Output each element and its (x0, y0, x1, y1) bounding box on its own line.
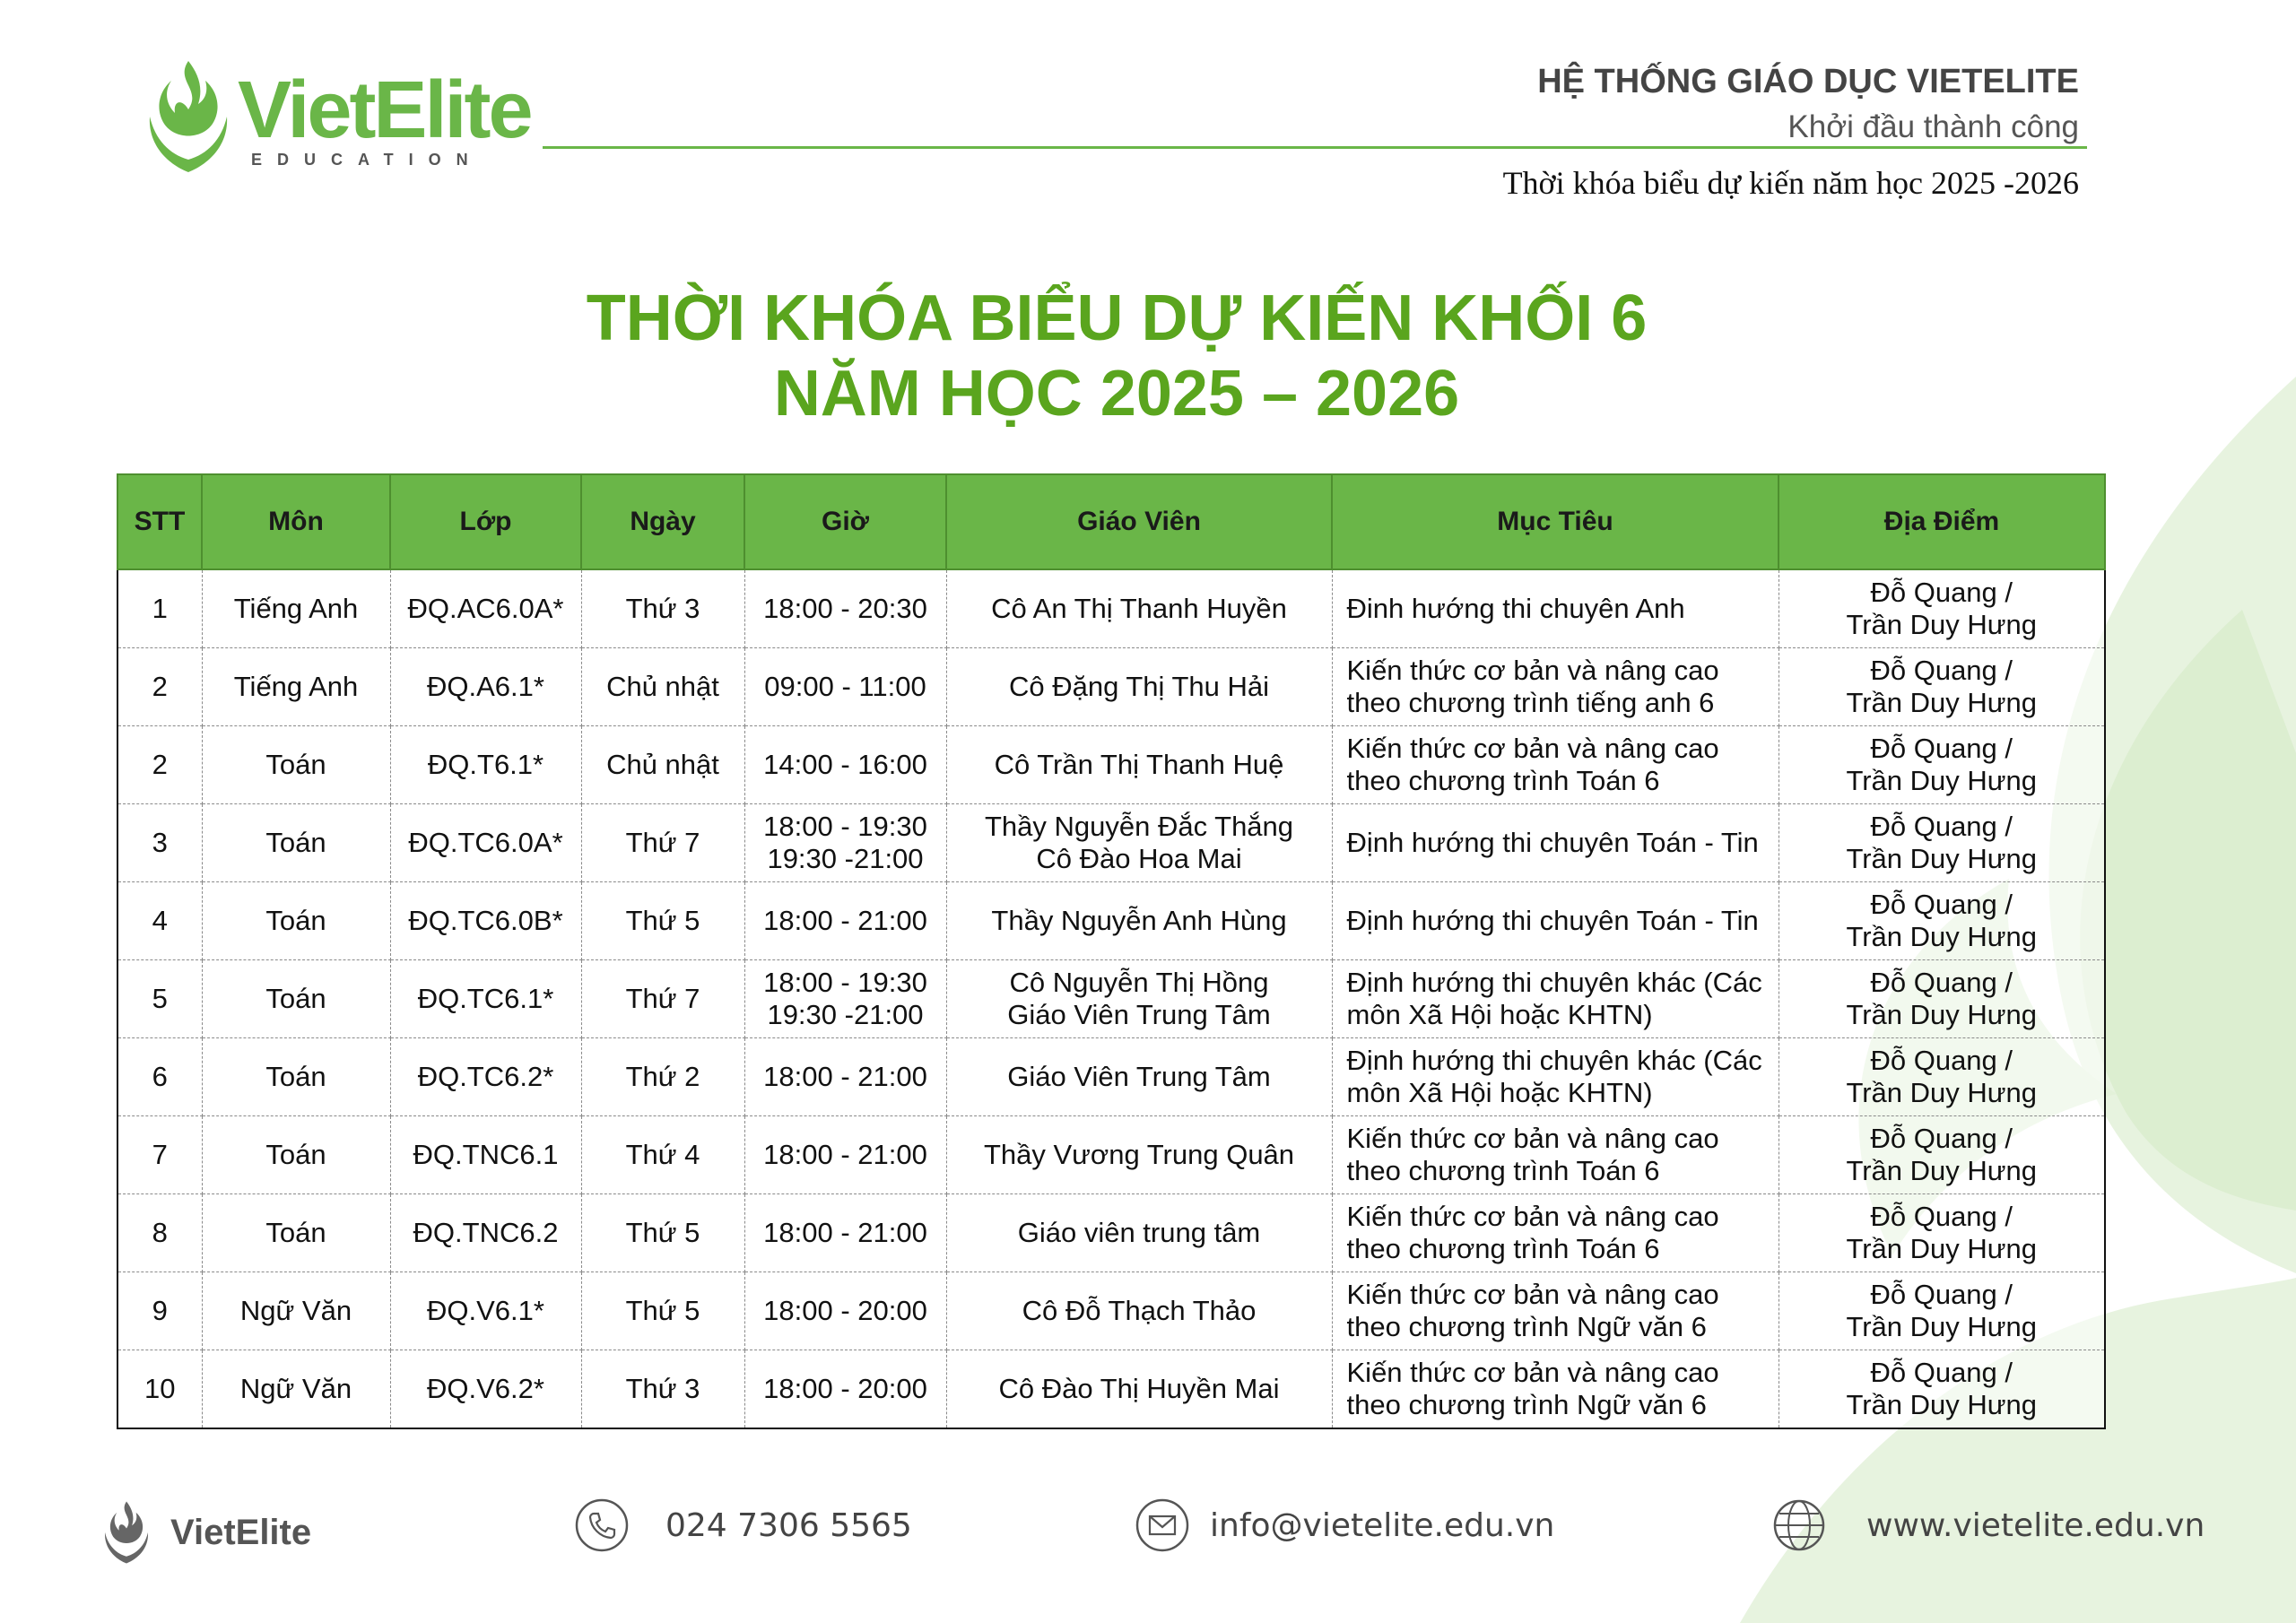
table-row (117, 648, 2105, 726)
cell-location: Đỗ Quang / Trần Duy Hưng (1779, 804, 2105, 882)
cell-teacher: Thầy Nguyễn Đắc Thắng Cô Đào Hoa Mai (946, 804, 1332, 882)
cell-time: 18:00 - 19:30 19:30 -21:00 (744, 804, 946, 882)
cell-subject: Tiếng Anh (202, 569, 390, 648)
cell-subject: Ngữ Văn (202, 1272, 390, 1350)
header-divider (543, 146, 2087, 149)
cell-goal: Kiến thức cơ bản và nâng cao theo chương trình Toán 6 (1332, 1194, 1779, 1272)
cell-time: 18:00 - 21:00 (744, 1116, 946, 1194)
header-slogan: Khởi đầu thành công (1787, 109, 2079, 144)
cell-time: 18:00 - 19:30 19:30 -21:00 (744, 960, 946, 1038)
cell-location: Đỗ Quang / Trần Duy Hưng (1779, 726, 2105, 804)
cell-location: Đỗ Quang / Trần Duy Hưng (1779, 882, 2105, 960)
cell-subject: Toán (202, 726, 390, 804)
footer-website-text[interactable]: www.vietelite.edu.vn (1866, 1506, 2205, 1544)
column-header: Môn (202, 474, 390, 569)
cell-class: ĐQ.TC6.1* (390, 960, 581, 1038)
cell-day: Thứ 5 (581, 1194, 744, 1272)
footer-phone-text[interactable]: 024 7306 5565 (665, 1506, 912, 1544)
table-row (117, 569, 2105, 648)
cell-goal: Định hướng thi chuyên Toán - Tin (1332, 804, 1779, 882)
footer-email-text[interactable]: info@vietelite.edu.vn (1210, 1506, 1555, 1544)
cell-time: 18:00 - 20:00 (744, 1272, 946, 1350)
table-row (117, 726, 2105, 804)
cell-location: Đỗ Quang / Trần Duy Hưng (1779, 1272, 2105, 1350)
logo-subtitle: EDUCATION (251, 151, 483, 169)
cell-stt: 9 (117, 1272, 202, 1350)
table-row (117, 1038, 2105, 1116)
cell-class: ĐQ.TC6.2* (390, 1038, 581, 1116)
cell-day: Chủ nhật (581, 648, 744, 726)
cell-stt: 8 (117, 1194, 202, 1272)
cell-class: ĐQ.TNC6.1 (390, 1116, 581, 1194)
cell-location: Đỗ Quang / Trần Duy Hưng (1779, 1038, 2105, 1116)
mail-icon (1135, 1497, 1190, 1553)
cell-stt: 2 (117, 726, 202, 804)
cell-goal: Kiến thức cơ bản và nâng cao theo chương trình Ngữ văn 6 (1332, 1350, 1779, 1429)
cell-stt: 2 (117, 648, 202, 726)
table-header-row (117, 474, 2105, 569)
footer-phone[interactable] (574, 1497, 912, 1553)
table-row (117, 960, 2105, 1038)
cell-time: 18:00 - 21:00 (744, 1194, 946, 1272)
cell-class: ĐQ.A6.1* (390, 648, 581, 726)
cell-teacher: Cô Đỗ Thạch Thảo (946, 1272, 1332, 1350)
table-row (117, 1194, 2105, 1272)
footer-website[interactable] (1771, 1497, 2205, 1553)
cell-class: ĐQ.TNC6.2 (390, 1194, 581, 1272)
column-header: Địa Điểm (1779, 474, 2105, 569)
cell-class: ĐQ.TC6.0A* (390, 804, 581, 882)
cell-stt: 5 (117, 960, 202, 1038)
footer-brand (99, 1497, 311, 1567)
cell-class: ĐQ.AC6.0A* (390, 569, 581, 648)
column-header: Giờ (744, 474, 946, 569)
cell-class: ĐQ.V6.1* (390, 1272, 581, 1350)
cell-goal: Định hướng thi chuyên khác (Các môn Xã Hội hoặc KHTN) (1332, 1038, 1779, 1116)
cell-location: Đỗ Quang / Trần Duy Hưng (1779, 569, 2105, 648)
cell-stt: 1 (117, 569, 202, 648)
cell-class: ĐQ.V6.2* (390, 1350, 581, 1429)
column-header: Ngày (581, 474, 744, 569)
vietelite-flame-icon (139, 54, 238, 179)
cell-location: Đỗ Quang / Trần Duy Hưng (1779, 960, 2105, 1038)
cell-subject: Toán (202, 960, 390, 1038)
cell-subject: Toán (202, 1038, 390, 1116)
page-title-line-2: NĂM HỌC 2025 – 2026 (773, 358, 1460, 430)
page-title-line-1: THỜI KHÓA BIỂU DỰ KIẾN KHỐI 6 (586, 282, 1648, 354)
cell-class: ĐQ.TC6.0B* (390, 882, 581, 960)
cell-day: Thứ 7 (581, 804, 744, 882)
cell-goal: Kiến thức cơ bản và nâng cao theo chương trình Toán 6 (1332, 1116, 1779, 1194)
footer-brand-name: VietElite (170, 1512, 312, 1552)
cell-stt: 4 (117, 882, 202, 960)
cell-location: Đỗ Quang / Trần Duy Hưng (1779, 1116, 2105, 1194)
cell-subject: Toán (202, 882, 390, 960)
cell-location: Đỗ Quang / Trần Duy Hưng (1779, 648, 2105, 726)
table-row (117, 1272, 2105, 1350)
cell-location: Đỗ Quang / Trần Duy Hưng (1779, 1194, 2105, 1272)
column-header: Mục Tiêu (1332, 474, 1779, 569)
cell-subject: Toán (202, 804, 390, 882)
cell-time: 14:00 - 16:00 (744, 726, 946, 804)
cell-goal: Kiến thức cơ bản và nâng cao theo chương trình tiếng anh 6 (1332, 648, 1779, 726)
table-row (117, 882, 2105, 960)
cell-teacher: Thầy Nguyễn Anh Hùng (946, 882, 1332, 960)
table-row (117, 1350, 2105, 1429)
cell-class: ĐQ.T6.1* (390, 726, 581, 804)
table-row (117, 1116, 2105, 1194)
column-header: Lớp (390, 474, 581, 569)
cell-goal: Kiến thức cơ bản và nâng cao theo chương trình Toán 6 (1332, 726, 1779, 804)
cell-subject: Toán (202, 1194, 390, 1272)
cell-subject: Tiếng Anh (202, 648, 390, 726)
cell-day: Thứ 3 (581, 1350, 744, 1429)
footer-email[interactable] (1135, 1497, 1554, 1553)
cell-stt: 3 (117, 804, 202, 882)
header-document-label: Thời khóa biểu dự kiến năm học 2025 -2026 (1502, 165, 2079, 201)
cell-subject: Toán (202, 1116, 390, 1194)
cell-day: Chủ nhật (581, 726, 744, 804)
cell-teacher: Cô Đào Thị Huyền Mai (946, 1350, 1332, 1429)
cell-time: 09:00 - 11:00 (744, 648, 946, 726)
cell-time: 18:00 - 20:00 (744, 1350, 946, 1429)
cell-location: Đỗ Quang / Trần Duy Hưng (1779, 1350, 2105, 1429)
globe-icon (1771, 1497, 1827, 1553)
cell-goal: Kiến thức cơ bản và nâng cao theo chương trình Ngữ văn 6 (1332, 1272, 1779, 1350)
cell-goal: Định hướng thi chuyên Toán - Tin (1332, 882, 1779, 960)
cell-teacher: Cô Trần Thị Thanh Huệ (946, 726, 1332, 804)
cell-day: Thứ 3 (581, 569, 744, 648)
cell-teacher: Thầy Vương Trung Quân (946, 1116, 1332, 1194)
cell-day: Thứ 5 (581, 1272, 744, 1350)
column-header: Giáo Viên (946, 474, 1332, 569)
phone-icon (574, 1497, 630, 1553)
cell-time: 18:00 - 21:00 (744, 882, 946, 960)
cell-day: Thứ 4 (581, 1116, 744, 1194)
vietelite-flame-icon (99, 1497, 154, 1567)
cell-stt: 6 (117, 1038, 202, 1116)
cell-time: 18:00 - 20:30 (744, 569, 946, 648)
cell-goal: Đinh hướng thi chuyên Anh (1332, 569, 1779, 648)
cell-teacher: Cô Đặng Thị Thu Hải (946, 648, 1332, 726)
cell-teacher: Cô Nguyễn Thị Hồng Giáo Viên Trung Tâm (946, 960, 1332, 1038)
cell-teacher: Giáo viên trung tâm (946, 1194, 1332, 1272)
cell-day: Thứ 7 (581, 960, 744, 1038)
logo-wordmark: VietElite (238, 65, 531, 155)
cell-time: 18:00 - 21:00 (744, 1038, 946, 1116)
cell-day: Thứ 2 (581, 1038, 744, 1116)
cell-day: Thứ 5 (581, 882, 744, 960)
cell-teacher: Giáo Viên Trung Tâm (946, 1038, 1332, 1116)
vietelite-logo (139, 54, 534, 179)
cell-subject: Ngữ Văn (202, 1350, 390, 1429)
column-header: STT (117, 474, 202, 569)
cell-teacher: Cô An Thị Thanh Huyền (946, 569, 1332, 648)
cell-goal: Định hướng thi chuyên khác (Các môn Xã Hội hoặc KHTN) (1332, 960, 1779, 1038)
table-row (117, 804, 2105, 882)
cell-stt: 7 (117, 1116, 202, 1194)
cell-stt: 10 (117, 1350, 202, 1429)
timetable (117, 473, 2106, 1429)
header-system-name: HỆ THỐNG GIÁO DỤC VIETELITE (1537, 63, 2079, 100)
